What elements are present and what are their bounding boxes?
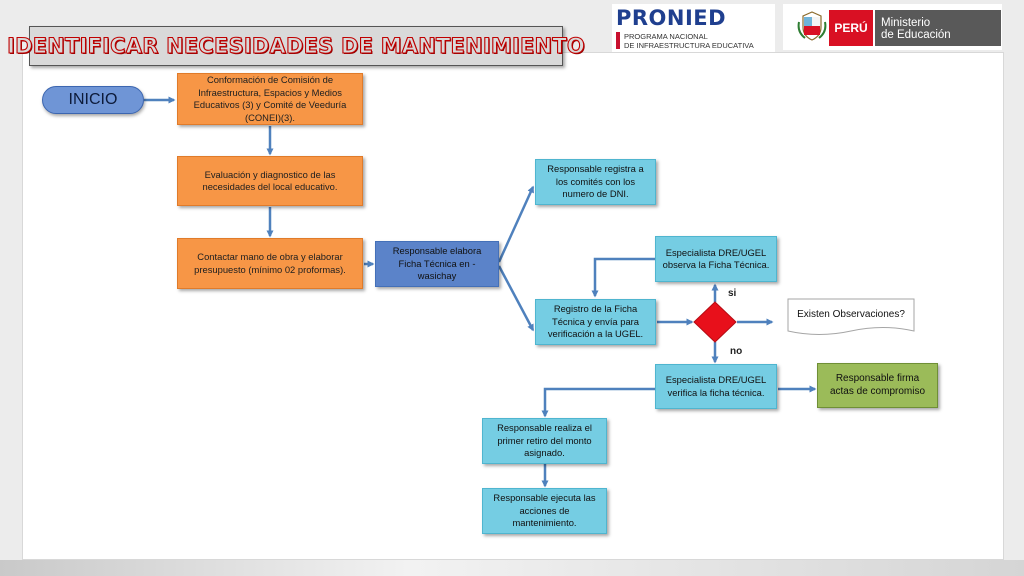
ministry-line-2: de Educación [881,29,951,41]
step-registro-text: Registro de la Ficha Técnica y envía para verificación a la UGEL. [547,303,644,340]
arrow-observa-to-registro [595,259,655,296]
arrow-verifica-to-retiro [545,389,655,416]
step-observa-ficha [655,236,777,282]
page-title: IDENTIFICAR NECESIDADES DE MANTENIMIENTO [7,34,585,58]
start-terminator [42,86,144,114]
pronied-subtitle-2: DE INFRAESTRUCTURA EDUCATIVA [624,41,754,50]
step-evaluacion-diagnostico [177,156,363,206]
pronied-wordmark: PRONIED [616,6,727,30]
step-firma-actas [817,363,938,408]
step-conformacion-text: Conformación de Comisión de Infraestructura, Espacios y Medios Educativos (3) y Comité de Veeduría (CONEI)(3). [193,74,347,123]
step-verifica-ficha [655,364,777,409]
step-elabora-ficha [375,241,499,287]
step-primer-retiro [482,418,607,464]
step-conformacion-comision [177,73,363,125]
step-firma-text: Responsable firma actas de compromiso [829,373,926,397]
step-retiro-text: Responsable realiza el primer retiro del monto asignado. [497,422,592,459]
decision-question: Existen Observaciones? [797,309,905,320]
peru-label: PERÚ [834,21,868,35]
step-verifica-text: Especialista DRE/UGEL verifica la ficha técnica. [665,374,767,398]
step-registra-comites [535,159,656,205]
step-ejecuta-acciones [482,488,607,534]
step-registro-ficha [535,299,656,345]
step-observa-text: Especialista DRE/UGEL observa la Ficha Técnica. [662,246,770,270]
decision-yes-label: si [728,288,737,299]
ministry-line-1: Ministerio [881,17,931,29]
start-label: INICIO [68,91,118,108]
decision-no-label: no [730,346,743,357]
step-elabora-text: Responsable elabora Ficha Técnica en - wasichay [392,245,482,282]
pronied-subtitle-1: PROGRAMA NACIONAL [624,32,708,41]
arrow-ficha-to-registro [499,266,533,330]
step-contactar-text: Contactar mano de obra y elaborar presupuesto (mínimo 02 proformas). [194,251,346,275]
step-registra-text: Responsable registra a los comités con los numero de DNI. [547,163,644,200]
step-contactar-mano-obra [177,238,363,289]
arrow-ficha-to-registra [499,187,533,262]
step-ejecuta-text: Responsable ejecuta las acciones de mantenimiento. [493,492,596,529]
step-evaluacion-text: Evaluación y diagnostico de las necesidades del local educativo. [202,168,338,192]
decision-diamond [694,302,736,342]
